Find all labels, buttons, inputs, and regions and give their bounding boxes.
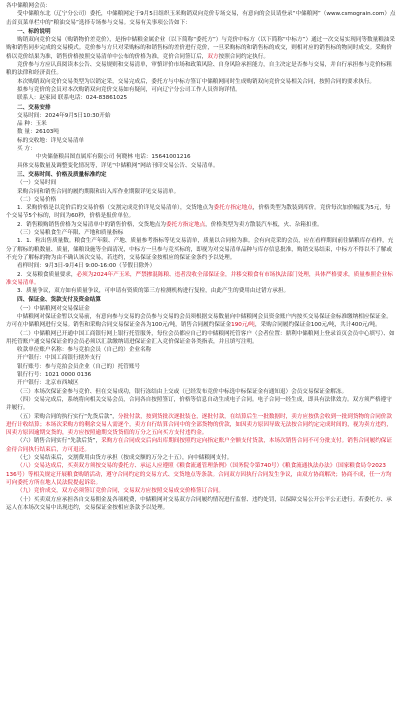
deposit-paragraph [6,313,396,330]
price-paragraph-2 [6,221,396,229]
section-1-paragraph-c: 本次购销双向竞价交易类型为以销定采，交易完成后，委托方与中标方签订中储粮网同时生成购销双向竞价交易相关合同，按照合同的要求执行。 [17,78,376,85]
section-4-5 [6,413,396,438]
section-4-4: （四）交易完成后，系统将向相关交易会员，合同各自按照签订，价格等信息自动生成电子合同。电子合同一经生成，即具有法律效力。双方须严格遵守并履行。 [6,396,392,412]
section-1-paragraph-a [6,36,396,61]
quality-paragraph-2 [6,271,396,288]
text: 1．粒出售质量数。粮食生产年限、产地、质量参考指标等见交易清单，质量以合同检为准。会有向竞采的会员，应在看样期间前往储粮库存看样，充分了解标的粮数量、质量，储粮设施等全面清况，中标方一旦参与竞买标的，即视为对交易清单品种与库存信息批准，购销交易结束，中标方不得以不了解或不充分了解标的物为由不确认该次交易，若违约，交易保证金按相应的保证金条约予以处理。 [6,238,394,261]
text: 1．采购价格是以竞价后的交易价格（交割完成竞价详见交易清单），交货地点为 [17,205,214,212]
section-3-3-heading: （三）交易粮食生产年限、产地和质量指标 [17,230,124,237]
emphasis-text: 委托方指定地点 [213,205,253,212]
text: 按照合同约定执行。 [218,53,269,60]
section-4-6 [6,437,396,454]
detail-note: 具体交易数量及调整变化情况等，详见“中储粮网”网站刊印交易公告、交易清单。 [17,162,219,169]
section-3-1-heading: （一）交易时间 [17,180,57,187]
emphasis-text: 190元/吨 [231,322,255,329]
emphasis-text: 委托方指定地点 [166,221,206,228]
section-4-heading: 四、保证金、货款支付及资金结算 [17,297,101,304]
bank-name: 开户银行：中国工商银行辖外支行 [17,355,101,362]
emphasis-text: 采购方在合同成交后向出库期间按照约定向指定账户全额支付货款，本场次销售合同不可分批支付。销售合同履约保证金待合同执行结束后，方可退还。 [6,438,392,453]
text: 2．销售粮购销售价格为交易清单中的销售价格，交货地点为 [17,221,166,228]
bank-location: 开户银行：北京市西城区 [17,380,79,387]
intro-paragraph: 受中储粮东北（辽宁分公司）委托，中储粮网定于9月5日组织玉米购销双向竞价专场交易，有意向的会员请登录“中储粮网”（www.csmograin.com）点击首页菜单栏中的“粮油交易”选择专场参与交易。交易有关事项公告如下： [6,11,396,26]
section-2-heading: 二、交易安排 [17,104,51,111]
emphasis-text: 双方 [207,53,219,60]
buyer-info: 中央储备粮昌图直属库有限公司 何晓林 电话：15641001216 [36,154,191,161]
text: ，价格类型为卖方散装汽车板，火、杂箱扣重。 [205,221,323,228]
text: 中储粮网对保证金暂以交易前，有意向参与交易的会员参与交易的会员须根据交易数量向中储粮网会员资金账户内按买交易保证金标准缴纳相应保证金。方可在中储粮网进行交易。销售和采购合同交易保证金各为100元/吨，销售合同履约保证金 [6,313,392,329]
section-4-3: （三）本场次保证金参与竞价、但在交易成功，银行冻结由上交或（已经发布竞价中标选中标保证金有通知退）会员交易保证金解冻。 [17,388,348,395]
section-3-heading: 三、交易时间、价格及质量标准约定 [17,171,107,178]
quality-paragraph-3: 3．质量争议，双方如有质量争议，可申请有资质的第三方检测机构进行复检，由此产生的费用由过错方承担。 [17,288,290,295]
bank-account: 银行账号：参与竞拍会员企业（自己的）托管账号 [17,363,141,370]
section-1-paragraph-d: 拟参与竞价的会员对本次购销双向竞价交易如有疑问，可向辽宁分公司工作人员咨询详情。 [17,86,241,93]
text: ，价格类型为散装到库价。竞价每次加价幅度为5元，每个交易节5个标的，时间为60秒，价格是报价单位。 [6,205,391,220]
price-paragraph-1 [6,204,396,221]
section-1-heading: 一、标的说明 [17,28,51,35]
text: 购销双向竞价交易（购销物价差竞价），是指中储粮金属企业（以下简称“委托方”）与竞价中标方（以下简称“中标方”）通过一次交易实现同等数量粮油采购和销售同步完成的交易模式。竞价参与方只对采购标的和销售标的差价进行竞价，一旦采购标的和销售标的成交，则相对应的销售标的物同时成交。采购价格以竞价结果为准，销售价格按照交易清单中公布的价格为准，竞价合同签订后， [6,37,395,60]
section-3-2-heading: （二）交易价格 [17,196,57,203]
text: ，采购合同履约保证金100元/吨，共计400元/吨。 [254,322,381,329]
section-4-1-heading: （一）中储粮网对交易保证金 [17,305,90,312]
contact-line: 联系人：赵家园 联系电话：024-83861025 [17,95,128,102]
quality-paragraph-1 [6,237,396,262]
bank-code: 银行行号：1021 0000 0136 [17,372,92,379]
section-4-9: （九）竞价成交，双方必须签订竞价合同，交易双方应按照交易成交价格签订合同。 [17,488,224,495]
text: 1． [17,238,27,245]
trade-time: 交易时间：2024年9月5日10:30开始 [17,112,111,119]
quantity: 数 量：26103吨 [17,129,59,136]
text: （六）销售合同实行“先款后货”， [17,438,102,445]
viewing-time: 看样时间：9月3日-9月4日 9:00-16:00（节假日除外） [17,263,156,270]
section-4-2: （二）中储粮网已开通中国工商银行网上银行托管服务，每位会员都应自己的中储粮网托管客户（会者位置：鼎利中储粮网上登录首页会员中心填写）、如用托管账户通交易保证金的会员必须以汇款缴纳请进保证金汇入竞价保证金各类指表，并且填写注明。 [6,330,395,345]
greeting: 各中储粮网会员： [6,3,51,9]
emphasis-text: 分批付款，按到货批次逐批装仓，逐批付款，在结算后生一批数据时，卖方应按供会收到一批到货物的合同价款进行计收结算；本场次采购方的剩余交易人需逐个，卖方自行结算合同中的全部货物的价款，如因卖方原因导致无法按合同约定完成时间的，视为卖方违约，因卖方原因逾期交货的，卖方应按照逾期交货货值的万分之五向买方支付违约金。 [6,413,392,437]
section-3-1-text: 采购合同和销售合同的履约期限和出入库作业期限详见交易清单。 [17,188,180,195]
delivery-place: 标的交收地：详见交易清单 [17,137,85,144]
section-4-7: （七）交易结束后，交割费用由货方承担（按成交额的万分之十五），向中储粮网支付。 [17,455,233,462]
buyer-label: 买 方： [17,146,36,153]
text: 2．交易粮食质量要求， [17,271,77,278]
section-4-10: （十）买卖双方应承担各自交易佣金及各项税费，中储粮网对交易双方合同履约情况进行监督、违约处罚，以保障交易公开公平公正进行。若委托方、承运人在本场次交易中出现违约，交易保证金按相应条款予以处理。 [6,496,392,511]
variety: 品 种：玉米 [17,121,47,128]
section-1-paragraph-b: 竞价参与方应认真阅读本公告、交易规则和交易清单，审慎评价市场和政策风险、自身风险承担能力，自主决定是否参与交易，并自行承担参与竞价标粗粮的法律和经济责任。 [6,62,392,77]
text: （五）采购合同的执行实行“先货后款”， [17,413,118,420]
section-4-8: （八）交易达成后，买卖双方须按交易的委托方、承运人应遵照《粮食流通管理条例》（国务院令第740号）《粮食流通执法办法》（国家粮食局令2023 136号）等相关规定开展粮食购销活动，遵守合同约定的交易方式、交货地点等条款。合同双方因执行合同发生争议，由双方协商解决；协商不成，任一方均可向委托方所在地人民法院提起诉讼。 [6,463,392,486]
account-name: 收款单位账户名称：参与竞拍会员（自己的）企业名称 [17,347,152,354]
emphasis-text: 必须为2024年产玉米，严禁掺混陈粮、违者没收全部保证金，并移交粮食有市场执法部门处理，具体严格要求，质量参照企业标准交易清单。 [6,271,393,286]
